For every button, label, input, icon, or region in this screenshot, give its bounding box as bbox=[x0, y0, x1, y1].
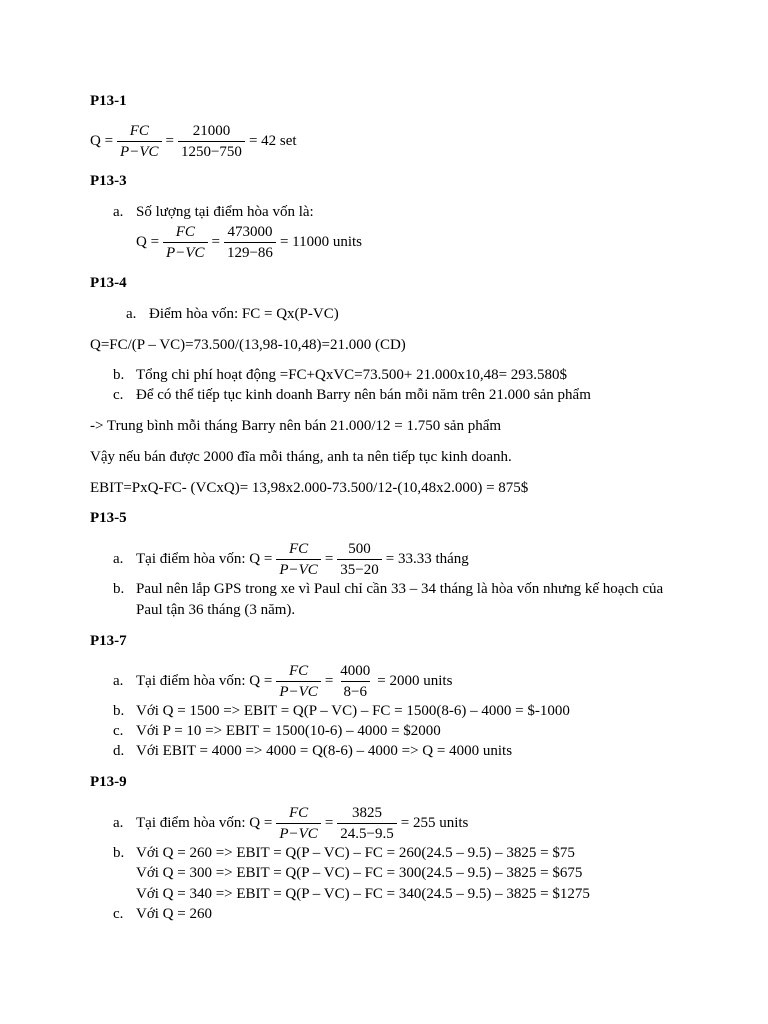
p13-9-item-b-line-1: Với Q = 260 => EBIT = Q(P – VC) – FC = 260(24.5 – 9.5) – 3825 = $75 bbox=[136, 845, 575, 861]
fraction-numerator: 3825 bbox=[352, 805, 383, 821]
list-marker-b: b. bbox=[113, 581, 125, 597]
fraction-fc-over-p-vc bbox=[276, 804, 320, 843]
heading-p13-9: P13-9 bbox=[90, 774, 127, 790]
fraction-fc-over-p-vc bbox=[276, 540, 320, 579]
fraction-numerator: 4000 bbox=[340, 663, 371, 679]
list-marker-b: b. bbox=[113, 845, 125, 861]
p13-7-item-d: Với EBIT = 4000 => 4000 = Q(8-6) – 4000 => Q = 4000 units bbox=[136, 743, 513, 759]
p13-7-item-b: Với Q = 1500 => EBIT = Q(P – VC) – FC = 1500(8-6) – 4000 = $-1000 bbox=[136, 703, 570, 719]
fraction-numerator: FC bbox=[289, 805, 309, 821]
p13-3-item-a: Số lượng tại điểm hòa vốn là: bbox=[136, 204, 314, 220]
fraction-numerator: FC bbox=[175, 224, 195, 240]
equals-sign: = bbox=[211, 234, 220, 250]
p13-4-conclusion-line: Vậy nếu bán được 2000 đĩa mỗi tháng, anh ta nên tiếp tục kinh doanh. bbox=[90, 449, 512, 465]
equals-sign: = bbox=[324, 815, 334, 831]
fraction-values bbox=[337, 662, 373, 701]
heading-p13-3: P13-3 bbox=[90, 173, 127, 189]
equals-sign: = bbox=[324, 551, 334, 567]
list-marker-c: c. bbox=[113, 723, 124, 739]
fraction-fc-over-p-vc bbox=[276, 662, 320, 701]
equation-prefix: Tại điểm hòa vốn: Q = bbox=[136, 815, 273, 831]
equation-result: = 2000 units bbox=[377, 673, 453, 689]
p13-7-item-c: Với P = 10 => EBIT = 1500(10-6) – 4000 = $2000 bbox=[136, 723, 441, 739]
fraction-numerator: FC bbox=[289, 663, 309, 679]
fraction-numerator: 473000 bbox=[227, 224, 273, 240]
list-marker-b: b. bbox=[113, 367, 125, 383]
p13-9-item-b-line-2: Với Q = 300 => EBIT = Q(P – VC) – FC = 300(24.5 – 9.5) – 3825 = $675 bbox=[136, 865, 583, 881]
p13-4-item-a: Điểm hòa vốn: FC = Qx(P-VC) bbox=[149, 306, 339, 322]
fraction-numerator: 21000 bbox=[192, 123, 231, 139]
p13-5-item-b-line-1: Paul nên lắp GPS trong xe vì Paul chỉ cần 33 – 34 tháng là hòa vốn nhưng kế hoạch của bbox=[136, 581, 664, 597]
equation-prefix: Tại điểm hòa vốn: Q = bbox=[136, 551, 273, 567]
list-marker-a: a. bbox=[113, 815, 124, 831]
fraction-denominator: P−VC bbox=[276, 559, 320, 579]
fraction-fc-over-p-vc bbox=[163, 223, 207, 262]
equation-p13-3 bbox=[136, 223, 362, 262]
p13-4-item-b: Tổng chi phí hoạt động =FC+QxVC=73.500+ 21.000x10,48= 293.580$ bbox=[136, 367, 568, 383]
equals-sign: = bbox=[324, 673, 334, 689]
heading-p13-5: P13-5 bbox=[90, 510, 127, 526]
equation-prefix: Tại điểm hòa vốn: Q = bbox=[136, 673, 273, 689]
list-marker-a: a. bbox=[113, 204, 124, 220]
list-marker-b: b. bbox=[113, 703, 125, 719]
list-marker-c: c. bbox=[113, 906, 124, 922]
list-marker-a: a. bbox=[126, 306, 137, 322]
list-marker-a: a. bbox=[113, 551, 124, 567]
equation-p13-5 bbox=[136, 540, 469, 579]
fraction-denominator: P−VC bbox=[276, 823, 320, 843]
fraction-values bbox=[224, 223, 276, 262]
fraction-numerator: FC bbox=[289, 541, 309, 557]
p13-9-item-b-line-3: Với Q = 340 => EBIT = Q(P – VC) – FC = 340(24.5 – 9.5) – 3825 = $1275 bbox=[136, 886, 590, 902]
equation-p13-7 bbox=[136, 662, 452, 701]
fraction-denominator: P−VC bbox=[276, 681, 320, 701]
p13-4-item-c: Để có thể tiếp tục kinh doanh Barry nên bán mỗi năm trên 21.000 sản phẩm bbox=[136, 387, 591, 403]
equation-p13-9 bbox=[136, 804, 468, 843]
fraction-denominator: P−VC bbox=[117, 141, 161, 161]
p13-5-item-b-line-2: Paul tận 36 tháng (3 năm). bbox=[136, 602, 296, 618]
fraction-denominator: 35−20 bbox=[337, 559, 381, 579]
fraction-values bbox=[178, 122, 245, 161]
equation-result: = 255 units bbox=[400, 815, 469, 831]
p13-4-q-line: Q=FC/(P – VC)=73.500/(13,98-10,48)=21.000 (CD) bbox=[90, 337, 406, 353]
fraction-fc-over-p-vc bbox=[117, 122, 161, 161]
list-marker-c: c. bbox=[113, 387, 124, 403]
heading-p13-4: P13-4 bbox=[90, 275, 127, 291]
fraction-denominator: 1250−750 bbox=[178, 141, 245, 161]
equation-result: = 11000 units bbox=[279, 234, 363, 250]
p13-4-ebit-line: EBIT=PxQ-FC- (VCxQ)= 13,98x2.000-73.500/12-(10,48x2.000) = 875$ bbox=[90, 480, 529, 496]
fraction-values bbox=[337, 804, 396, 843]
fraction-denominator: P−VC bbox=[163, 242, 207, 262]
heading-p13-7: P13-7 bbox=[90, 633, 127, 649]
equals-sign: = bbox=[165, 133, 174, 149]
fraction-denominator: 24.5−9.5 bbox=[337, 823, 396, 843]
fraction-denominator: 8−6 bbox=[341, 681, 370, 701]
equation-prefix: Q = bbox=[90, 133, 114, 149]
fraction-values bbox=[337, 540, 381, 579]
fraction-numerator: 500 bbox=[348, 541, 371, 557]
heading-p13-1: P13-1 bbox=[90, 93, 127, 109]
equation-result: = 33.33 tháng bbox=[385, 551, 469, 567]
equation-prefix: Q = bbox=[136, 234, 160, 250]
p13-4-monthly-line: -> Trung bình mỗi tháng Barry nên bán 21.000/12 = 1.750 sản phẩm bbox=[90, 418, 502, 434]
equation-result: = 42 set bbox=[248, 133, 297, 149]
fraction-numerator: FC bbox=[129, 123, 149, 139]
list-marker-d: d. bbox=[113, 743, 125, 759]
list-marker-a: a. bbox=[113, 673, 124, 689]
equation-p13-1 bbox=[90, 122, 297, 161]
fraction-denominator: 129−86 bbox=[224, 242, 276, 262]
p13-9-item-c: Với Q = 260 bbox=[136, 906, 212, 922]
